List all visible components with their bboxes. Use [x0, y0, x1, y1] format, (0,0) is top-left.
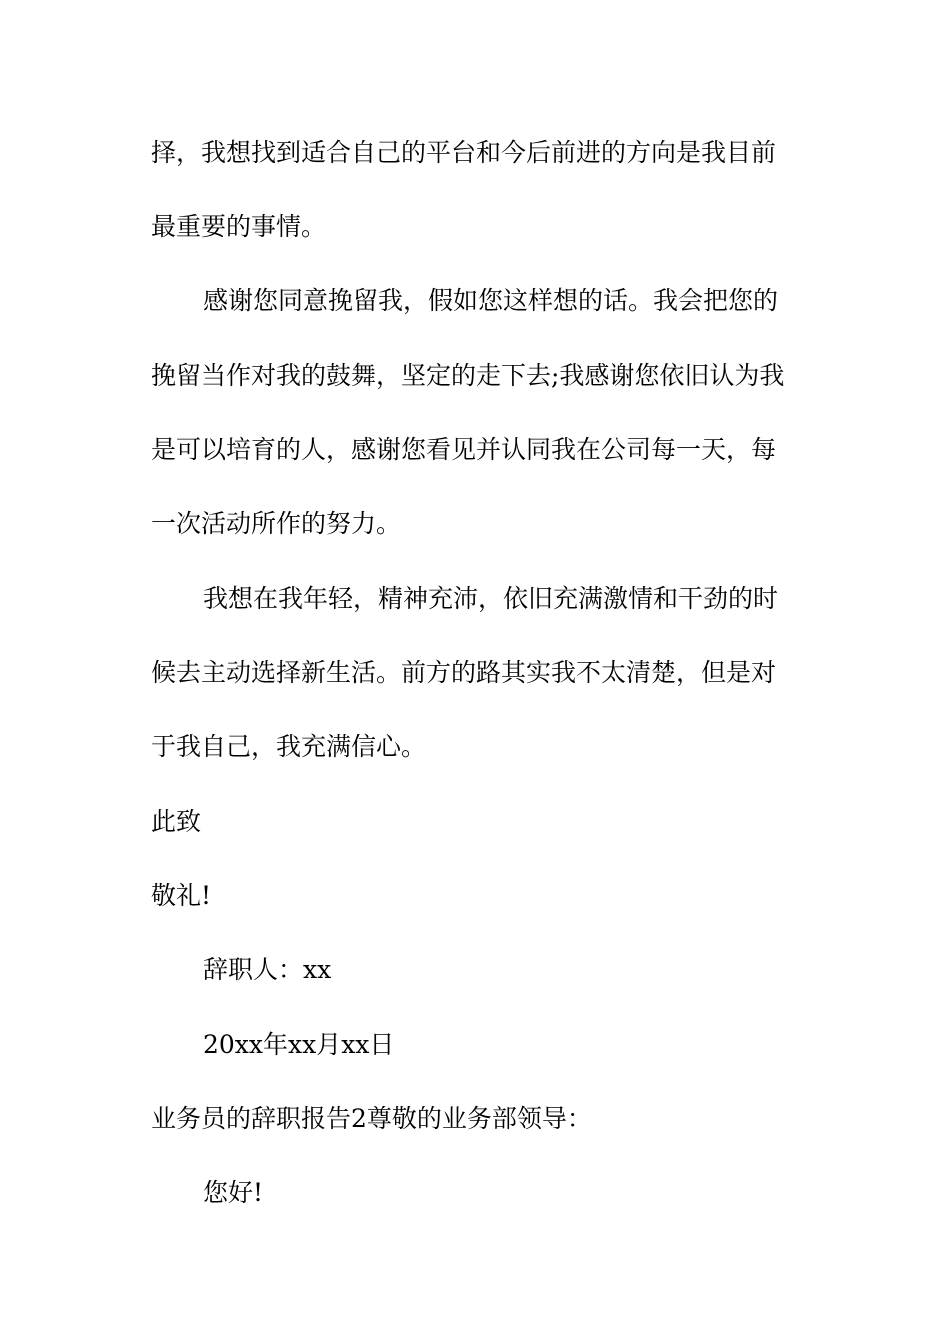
greeting-line: 您好! — [203, 1178, 264, 1207]
paragraph-line: 候去主动选择新生活。前方的路其实我不太清楚，但是对 — [151, 658, 777, 687]
paragraph-line: 挽留当作对我的鼓舞，坚定的走下去;我感谢您依旧认为我 — [151, 361, 785, 390]
paragraph-line: 是可以培育的人，感谢您看见并认同我在公司每一天，每 — [151, 435, 777, 464]
signature-line: 辞职人：xx — [203, 955, 332, 984]
heading-line: 业务员的辞职报告2尊敬的业务部领导： — [151, 1104, 592, 1133]
paragraph-line: 一次活动所作的努力。 — [151, 509, 402, 538]
paragraph-line: 感谢您同意挽留我，假如您这样想的话。我会把您的 — [203, 286, 779, 315]
salutation-line: 敬礼! — [151, 881, 212, 910]
paragraph-line: 我想在我年轻，精神充沛，依旧充满激情和干劲的时 — [203, 584, 779, 613]
closing-line: 此致 — [151, 807, 202, 836]
date-line: 20xx年xx月xx日 — [203, 1030, 395, 1059]
paragraph-line: 最重要的事情。 — [151, 212, 327, 241]
paragraph-line: 于我自己，我充满信心。 — [151, 732, 427, 761]
paragraph-line: 择，我想找到适合自己的平台和今后前进的方向是我目前 — [151, 138, 777, 167]
